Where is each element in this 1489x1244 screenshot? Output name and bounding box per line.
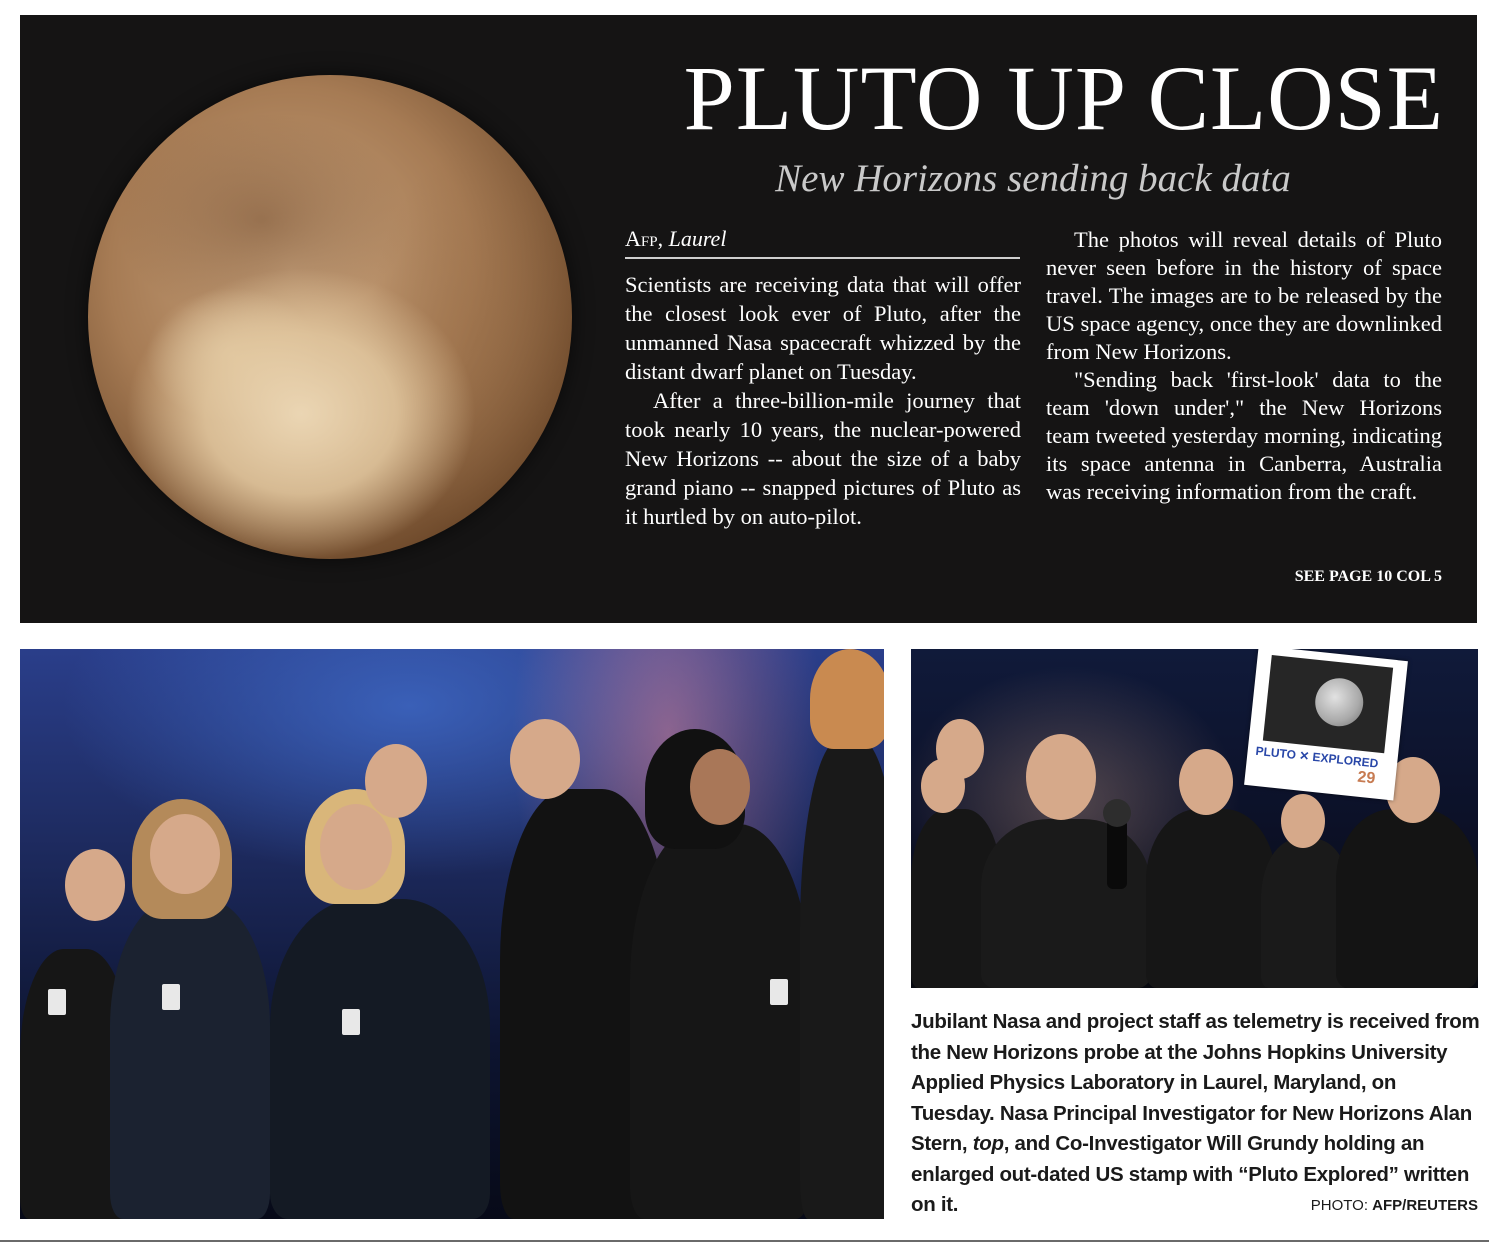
photo-caption <box>911 1007 1481 1221</box>
article-paragraph: The photos will reveal details of Pluto never seen before in the history of space travel. The images are to be released by the US space agency, once they are downlinked from New Horizons. <box>1046 227 1442 364</box>
person-silhouette <box>1336 809 1478 988</box>
person-silhouette <box>800 739 884 1219</box>
stamp-pluto-image <box>1263 655 1393 753</box>
id-badge <box>162 984 180 1010</box>
person-silhouette <box>270 899 490 1219</box>
person-hair <box>810 649 884 749</box>
id-badge <box>48 989 66 1015</box>
pluto-image <box>88 75 572 559</box>
person-silhouette <box>1146 809 1276 988</box>
byline-agency: Afp <box>625 226 658 251</box>
credit-label: PHOTO: <box>1310 1197 1373 1214</box>
id-badge <box>770 979 788 1005</box>
enlarged-pluto-stamp <box>1244 649 1408 800</box>
byline <box>625 226 1020 259</box>
person-face <box>1281 794 1325 848</box>
microphone <box>1107 819 1127 889</box>
caption-italic: top <box>972 1132 1004 1155</box>
person-face <box>65 849 125 921</box>
person-face <box>690 749 750 825</box>
celebration-photo <box>20 649 884 1219</box>
person-face <box>320 804 392 890</box>
caption-text: Jubilant Nasa and project staff as telemetry is received from the New Horizons probe at the Johns Hopkins University Applied Physics Laboratory in Laurel, Maryland, on Tuesday. Nasa Principal Investigator for New Horizons Alan Stern, <box>911 1010 1480 1155</box>
article-column-left <box>625 270 1021 531</box>
person-face <box>365 744 427 818</box>
caption-text-end: , and Co-Investigator Will Grundy holding an enlarged out-dated US stamp with “Pluto Explored” written on it. <box>911 1132 1470 1216</box>
byline-place: Laurel <box>668 226 727 251</box>
person-face <box>510 719 580 799</box>
person-silhouette <box>630 824 810 1219</box>
person-face <box>1179 749 1233 815</box>
stamp-label-pluto: PLUTO <box>1254 743 1297 762</box>
person-silhouette <box>110 899 270 1219</box>
person-face <box>150 814 220 894</box>
article-paragraph: "Sending back 'first-look' data to the team 'down under'," the New Horizons team tweeted yesterday morning, indicating its space antenna in Canberra, Australia was receiving information from the craft. <box>1046 367 1442 504</box>
bottom-rule <box>0 1240 1489 1242</box>
person-face <box>1026 734 1096 820</box>
id-badge <box>342 1009 360 1035</box>
headline: PLUTO UP CLOSE <box>683 47 1444 149</box>
stamp-label: PLUTO ✕ EXPLORED <box>1254 743 1379 771</box>
stamp-price: 29 <box>1356 768 1377 788</box>
credit-agency: AFP/REUTERS <box>1372 1197 1478 1214</box>
stamp-label-explored: EXPLORED <box>1311 749 1379 771</box>
article-paragraph: After a three-billion-mile journey that took nearly 10 years, the nuclear-powered New Horizons -- about the size of a baby grand piano -- snapped pictures of Pluto as it hurtled by on auto-pilot. <box>625 388 1021 529</box>
person-face <box>921 759 965 813</box>
jump-reference: SEE PAGE 10 COL 5 <box>1294 568 1442 585</box>
byline-separator: , <box>657 226 669 251</box>
stamp-celebration-photo <box>911 649 1478 988</box>
subhead: New Horizons sending back data <box>775 157 1291 200</box>
photo-credit <box>1288 1197 1478 1214</box>
article-column-right <box>1046 226 1442 506</box>
article-paragraph: Scientists are receiving data that will offer the closest look ever of Pluto, after the unmanned Nasa spacecraft whizzed by the distant dwarf planet on Tuesday. <box>625 272 1021 384</box>
